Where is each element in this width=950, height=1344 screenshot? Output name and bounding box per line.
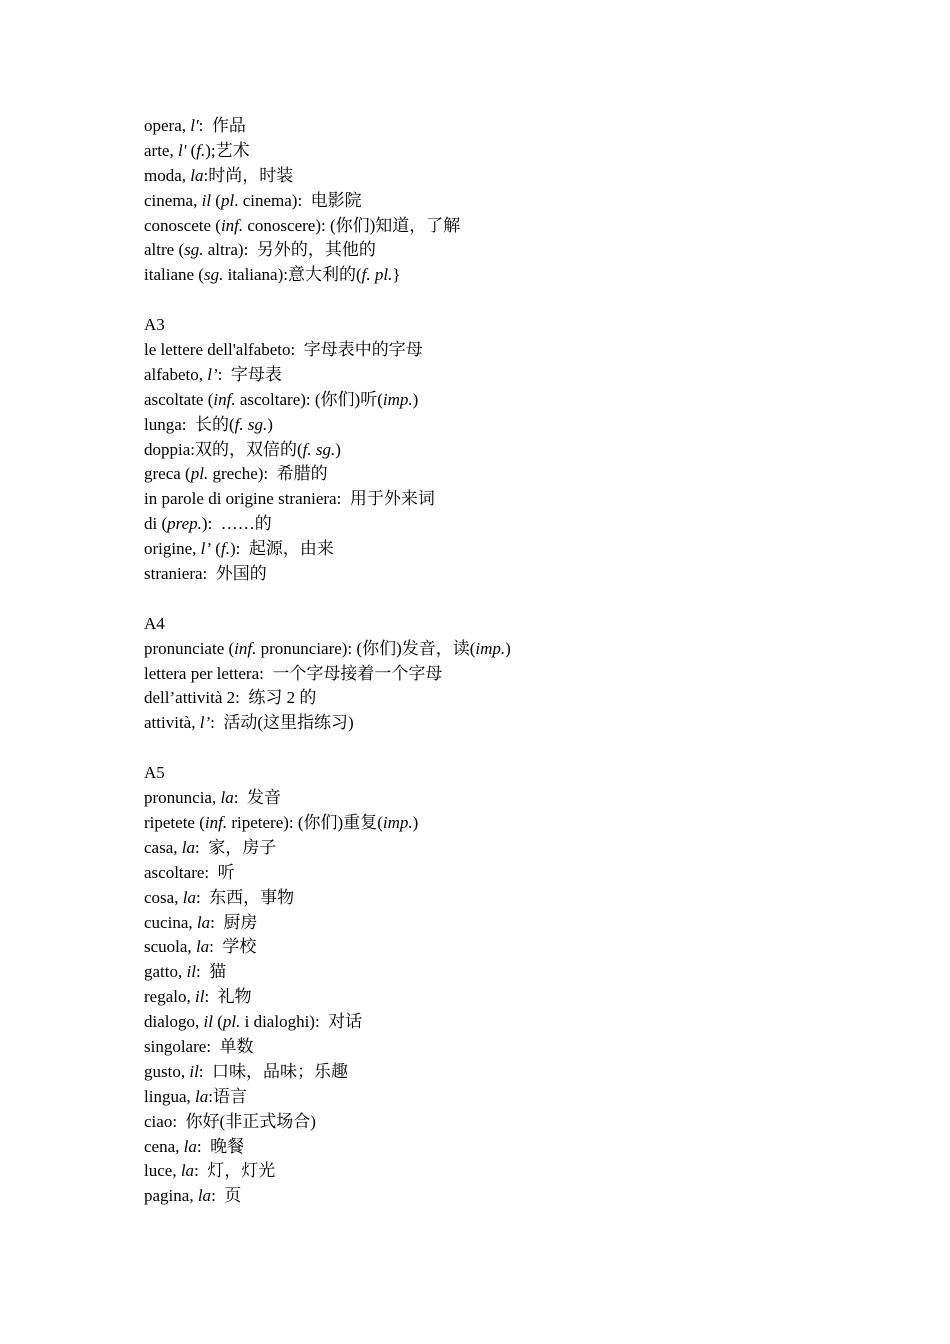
entry-text-segment: conoscete ( xyxy=(144,215,221,235)
entry-italic-segment: la xyxy=(183,1136,197,1156)
entry-text-segment: lingua, xyxy=(144,1086,195,1106)
entry-text-segment: conoscere): (你们)知道，了解 xyxy=(243,215,461,235)
entry-text-segment: scuola, xyxy=(144,937,196,957)
vocab-entry xyxy=(144,1159,904,1184)
vocabulary-page xyxy=(144,114,904,1209)
vocab-entry xyxy=(144,263,904,288)
vocab-entry xyxy=(144,438,904,463)
vocab-entry xyxy=(144,786,904,811)
entry-italic-segment: l’ xyxy=(200,539,212,559)
entry-text-segment: gatto, xyxy=(144,962,187,982)
entry-italic-segment: la xyxy=(220,788,234,808)
vocab-entry xyxy=(144,1085,904,1110)
entry-italic-segment: la xyxy=(182,887,196,907)
entry-text-segment: cinema, xyxy=(144,190,202,210)
entry-text-segment: le lettere dell'alfabeto: 字母表中的字母 xyxy=(144,340,423,360)
vocab-entry xyxy=(144,1060,904,1085)
entry-text-segment: : 活动(这里指练习) xyxy=(210,713,354,733)
section-heading: A5 xyxy=(144,763,165,783)
entry-text-segment: : 厨房 xyxy=(210,912,258,932)
entry-italic-segment: l' xyxy=(177,140,187,160)
entry-italic-segment: l’ xyxy=(207,364,218,384)
entry-text-segment: : 学校 xyxy=(209,937,257,957)
entry-italic-segment: f. xyxy=(220,539,230,559)
vocab-entry xyxy=(144,1184,904,1209)
entry-text-segment: ) xyxy=(267,414,273,434)
entry-italic-segment: il xyxy=(203,1012,213,1032)
entry-text-segment: } xyxy=(392,265,401,285)
vocab-entry xyxy=(144,1035,904,1060)
entry-italic-segment: imp. xyxy=(382,389,413,409)
entry-text-segment: ascoltare: 听 xyxy=(144,862,235,882)
entry-text-segment: dell’attività 2: 练习 2 的 xyxy=(144,688,317,708)
entry-italic-segment: pl. xyxy=(222,1012,241,1032)
entry-text-segment: luce, xyxy=(144,1161,181,1181)
entry-text-segment: ( xyxy=(212,1012,223,1032)
entry-italic-segment: il xyxy=(194,987,205,1007)
entry-text-segment: cosa, xyxy=(144,887,183,907)
section-heading: A4 xyxy=(144,613,165,633)
vocab-entry xyxy=(144,985,904,1010)
vocab-entry xyxy=(144,537,904,562)
vocab-entry xyxy=(144,388,904,413)
entry-text-segment: ) xyxy=(505,638,511,658)
entry-text-segment: attività, xyxy=(144,713,200,733)
vocab-entry xyxy=(144,662,904,687)
vocab-entry xyxy=(144,1010,904,1035)
entry-italic-segment: prep. xyxy=(167,514,202,534)
entry-text-segment: ): ……的 xyxy=(201,514,272,534)
entry-italic-segment: la xyxy=(195,1086,209,1106)
vocab-entry xyxy=(144,1110,904,1135)
entry-italic-segment: imp. xyxy=(382,812,413,832)
entry-italic-segment: l’ xyxy=(199,713,211,733)
entry-text-segment: : 礼物 xyxy=(204,987,252,1007)
vocab-entry xyxy=(144,189,904,214)
entry-text-segment: ( xyxy=(211,539,221,559)
entry-italic-segment: pl. xyxy=(190,464,209,484)
entry-text-segment: gusto, xyxy=(144,1061,190,1081)
vocab-entry xyxy=(144,338,904,363)
entry-italic-segment: la xyxy=(197,1186,212,1206)
vocab-entry xyxy=(144,139,904,164)
vocab-entry xyxy=(144,462,904,487)
entry-text-segment: : 晚餐 xyxy=(196,1136,245,1156)
entry-italic-segment: il xyxy=(189,1061,199,1081)
entry-text-segment: ) xyxy=(412,812,419,832)
vocab-entry xyxy=(144,836,904,861)
vocab-entry xyxy=(144,886,904,911)
entry-italic-segment: l' xyxy=(190,116,199,135)
entry-text-segment: ( xyxy=(186,140,197,160)
entry-text-segment: greca ( xyxy=(144,464,191,484)
entry-text-segment: doppia:双的，双倍的( xyxy=(144,439,303,459)
entry-italic-segment: la xyxy=(190,165,204,185)
vocab-entry xyxy=(144,686,904,711)
entry-text-segment: di ( xyxy=(144,514,168,534)
vocab-entry xyxy=(144,114,904,139)
entry-text-segment: : 家，房子 xyxy=(195,837,277,857)
entry-text-segment: regalo, xyxy=(144,987,195,1007)
entry-text-segment: straniera: 外国的 xyxy=(144,564,267,584)
vocab-entry xyxy=(144,363,904,388)
entry-text-segment: dialogo, xyxy=(144,1012,204,1032)
entry-italic-segment: f. sg. xyxy=(234,414,268,434)
entry-text-segment: origine, xyxy=(144,539,201,559)
entry-italic-segment: sg. xyxy=(184,240,204,260)
entry-text-segment: );艺术 xyxy=(205,140,250,160)
entry-text-segment: ): 起源，由来 xyxy=(229,539,334,559)
entry-text-segment: lunga: 长的( xyxy=(144,414,235,434)
entry-text-segment: pronunciare): (你们)发音，读( xyxy=(256,638,476,658)
entry-text-segment: lettera per lettera: 一个字母接着一个字母 xyxy=(144,663,443,683)
entry-text-segment: cucina, xyxy=(144,912,197,932)
entry-text-segment: greche): 希腊的 xyxy=(208,464,328,484)
entry-text-segment: :语言 xyxy=(208,1086,247,1106)
entry-text-segment: ) xyxy=(412,389,419,409)
entry-text-segment: pronuncia, xyxy=(144,788,221,808)
vocab-entry xyxy=(144,811,904,836)
entry-italic-segment: la xyxy=(196,912,211,932)
vocab-entry xyxy=(144,861,904,886)
vocab-entry xyxy=(144,164,904,189)
entry-italic-segment: il xyxy=(201,190,212,210)
entry-italic-segment: la xyxy=(195,937,210,957)
entry-text-segment: casa, xyxy=(144,837,182,857)
entry-text-segment: alfabeto, xyxy=(144,364,208,384)
entry-text-segment: : 东西，事物 xyxy=(195,887,295,907)
entry-text-segment: italiane ( xyxy=(144,265,204,285)
vocab-entry xyxy=(144,960,904,985)
entry-italic-segment: sg. xyxy=(203,265,224,285)
entry-italic-segment: f. xyxy=(196,140,206,160)
entry-text-segment: altra): 另外的，其他的 xyxy=(203,240,376,260)
entry-italic-segment: la xyxy=(180,1161,195,1181)
entry-italic-segment: imp. xyxy=(475,638,506,658)
vocab-entry xyxy=(144,487,904,512)
entry-text-segment: ripetere): (你们)重复( xyxy=(227,812,383,832)
entry-text-segment: ) xyxy=(335,439,341,459)
entry-text-segment: : 作品 xyxy=(198,116,246,135)
entry-text-segment: ascoltare): (你们)听( xyxy=(235,389,383,409)
entry-text-segment: : 口味，品味；乐趣 xyxy=(198,1061,349,1081)
entry-italic-segment: pl xyxy=(220,190,235,210)
vocab-entry xyxy=(144,238,904,263)
entry-text-segment: ( xyxy=(211,190,221,210)
section-heading: A3 xyxy=(144,315,165,335)
entry-text-segment: : 页 xyxy=(211,1186,242,1206)
entry-text-segment: italiana):意大利的( xyxy=(223,265,362,285)
section-spacer xyxy=(144,587,904,612)
entry-italic-segment: il xyxy=(186,962,196,982)
entry-italic-segment: inf. xyxy=(213,389,236,409)
entry-text-segment: arte, xyxy=(144,140,178,160)
vocab-entry xyxy=(144,512,904,537)
entry-text-segment: singolare: 单数 xyxy=(144,1036,254,1056)
entry-text-segment: cena, xyxy=(144,1136,184,1156)
entry-text-segment: ciao: 你好(非正式场合) xyxy=(144,1111,316,1131)
entry-text-segment: altre ( xyxy=(144,240,185,260)
vocab-entry xyxy=(144,1135,904,1160)
entry-italic-segment: inf. xyxy=(220,215,244,235)
entry-text-segment: in parole di origine straniera: 用于外来词 xyxy=(144,489,435,509)
vocab-entry xyxy=(144,637,904,662)
entry-text-segment: : 字母表 xyxy=(217,364,282,384)
entry-text-segment: : 灯，灯光 xyxy=(194,1161,276,1181)
section-spacer xyxy=(144,736,904,761)
vocab-entry xyxy=(144,562,904,587)
entry-text-segment: ascoltate ( xyxy=(144,389,214,409)
vocab-entry xyxy=(144,413,904,438)
entry-text-segment: pronunciate ( xyxy=(144,638,235,658)
entry-italic-segment: f. pl. xyxy=(361,265,393,285)
entry-text-segment: : 猫 xyxy=(195,962,227,982)
vocab-entry xyxy=(144,935,904,960)
section-spacer xyxy=(144,288,904,313)
entry-italic-segment: inf. xyxy=(204,812,228,832)
entry-text-segment: :时尚，时装 xyxy=(203,165,294,185)
entry-text-segment: pagina, xyxy=(144,1186,198,1206)
entry-text-segment: opera, xyxy=(144,116,191,135)
entry-italic-segment: f. sg. xyxy=(302,439,336,459)
entry-italic-segment: inf. xyxy=(234,638,257,658)
vocab-entry xyxy=(144,711,904,736)
vocab-entry xyxy=(144,911,904,936)
entry-text-segment: ripetete ( xyxy=(144,812,205,832)
entry-text-segment: i dialoghi): 对话 xyxy=(240,1012,363,1032)
entry-text-segment: : 发音 xyxy=(233,788,281,808)
entry-text-segment: moda, xyxy=(144,165,191,185)
vocab-entry xyxy=(144,214,904,239)
entry-text-segment: . cinema): 电影院 xyxy=(234,190,362,210)
entry-italic-segment: la xyxy=(181,837,195,857)
